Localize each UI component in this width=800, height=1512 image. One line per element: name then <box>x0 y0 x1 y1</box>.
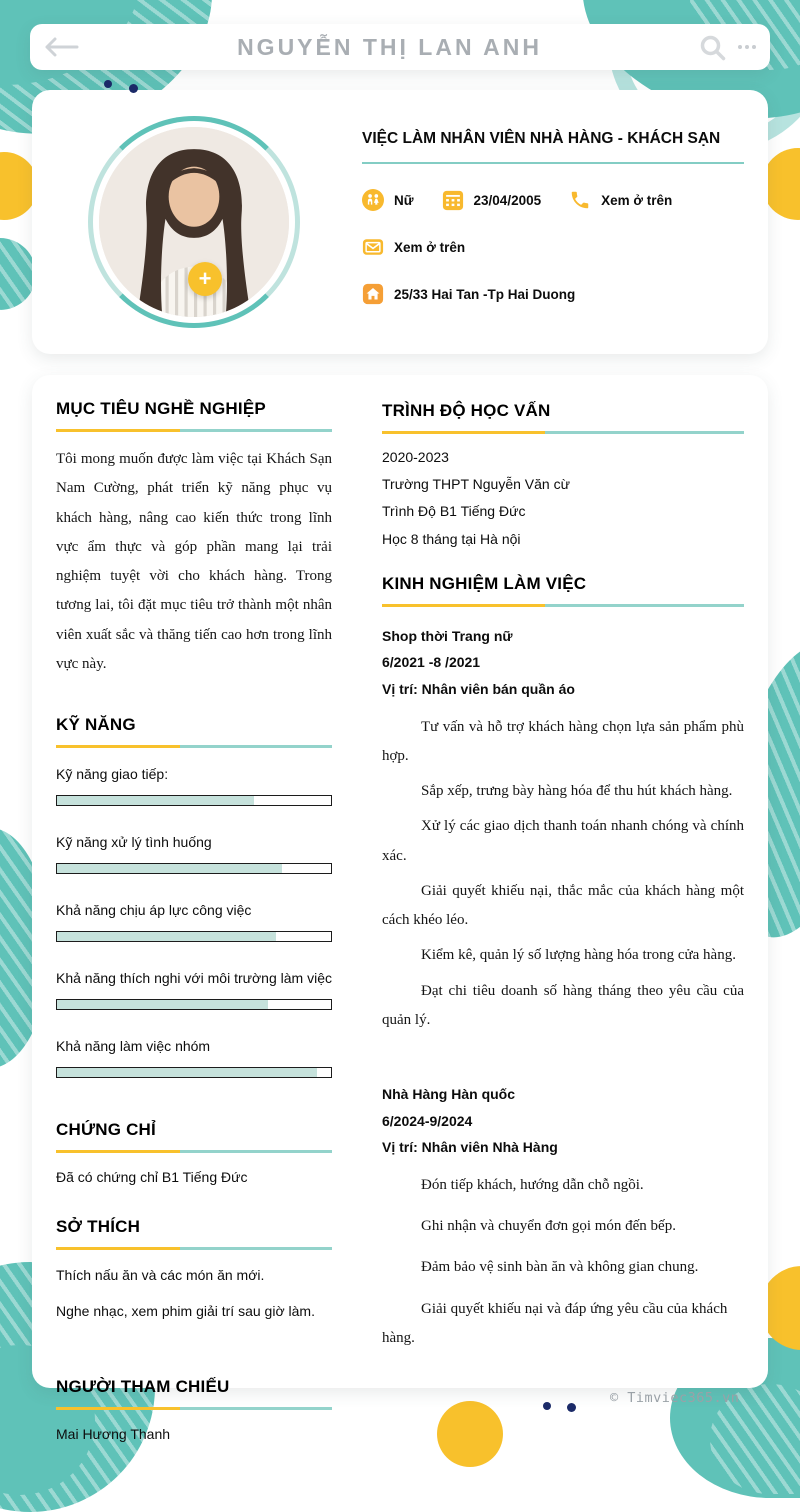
email-field <box>362 236 465 258</box>
skills-list <box>56 766 332 1078</box>
duty-item: Sắp xếp, trưng bày hàng hóa để thu hút khách hàng. <box>421 783 733 800</box>
back-button[interactable] <box>44 37 80 57</box>
copyright-text: © Timviec365.vn <box>610 1390 740 1406</box>
education-line: Trường THPT Nguyễn Văn cừ <box>382 476 570 493</box>
profile-photo-frame <box>88 116 300 328</box>
skill-bar <box>56 1067 332 1078</box>
skill-bar-fill <box>57 796 254 805</box>
ellipsis-icon <box>752 45 756 49</box>
job-duties <box>382 713 744 1036</box>
skill-bar <box>56 999 332 1010</box>
references-section <box>56 1377 332 1442</box>
job-position: Vị trí: Nhân viên bán quần áo <box>382 680 575 697</box>
objective-text: Tôi mong muốn được làm việc tại Khách Sạn Nam Cường, phát triển kỹ năng phục vụ khách hàng, nâng cao kiến thức trong lĩnh vực ẩm thực và góp phần mang lại trải nghiệm tuyệt vời cho khách hàng. Trong tương lai, tôi đặt mục tiêu trở thành một nhân viên xuất sắc và thăng tiến cao hơn trong lĩnh vực này. <box>56 451 332 672</box>
ellipsis-icon <box>738 45 742 49</box>
skill-label: Kỹ năng xử lý tình huống <box>56 834 212 850</box>
skill-item <box>56 766 332 806</box>
heading-rule <box>56 745 332 748</box>
decor-navy-dot <box>129 84 138 93</box>
job-period: 6/2021 -8 /2021 <box>382 654 481 671</box>
skill-bar-fill <box>57 864 282 873</box>
plus-icon: + <box>198 266 212 291</box>
address-value: 25/33 Hai Tan -Tp Hai Duong <box>394 286 576 302</box>
email-value: Xem ở trên <box>394 239 466 255</box>
education-heading: TRÌNH ĐỘ HỌC VẤN <box>382 401 551 420</box>
add-photo-button[interactable] <box>188 262 222 296</box>
skill-bar <box>56 795 332 806</box>
left-column <box>56 399 332 1442</box>
decor-navy-dot <box>567 1403 576 1412</box>
education-section <box>382 401 744 548</box>
skill-bar-fill <box>57 1068 317 1077</box>
job-period: 6/2024-9/2024 <box>382 1112 473 1129</box>
heading-rule <box>56 429 332 432</box>
duty-item: Kiểm kê, quản lý số lượng hàng hóa trong cửa hàng. <box>421 947 736 964</box>
decor-left-teal-circle <box>0 238 36 310</box>
job-title: VIỆC LÀM NHÂN VIÊN NHÀ HÀNG - KHÁCH SẠN <box>362 130 721 147</box>
skill-item <box>56 834 332 874</box>
birthdate-value: 23/04/2005 <box>473 192 542 208</box>
certificates-section <box>56 1120 332 1185</box>
job-duties <box>382 1171 744 1353</box>
heading-rule <box>56 1407 332 1410</box>
education-lines <box>382 448 744 548</box>
skill-bar-fill <box>57 1000 268 1009</box>
job-company: Shop thời Trang nữ <box>382 627 513 644</box>
job-company: Nhà Hàng Hàn quốc <box>382 1086 516 1103</box>
skill-item <box>56 970 332 1010</box>
skill-label: Kỹ năng giao tiếp: <box>56 766 169 782</box>
heading-rule <box>382 604 744 607</box>
arrow-left-icon <box>44 37 80 57</box>
duty-item: Tư vấn và hỗ trợ khách hàng chọn lựa sản phẩm phù hợp. <box>382 718 744 764</box>
home-icon <box>362 283 384 305</box>
birthdate-field <box>442 189 542 211</box>
search-button[interactable] <box>699 34 726 61</box>
hobby-item: Nghe nhạc, xem phim giải trí sau giờ làm. <box>56 1303 315 1320</box>
skill-item <box>56 902 332 942</box>
menu-button[interactable] <box>738 45 756 49</box>
ellipsis-icon <box>745 45 749 49</box>
job-entry <box>382 1081 744 1353</box>
profile-info <box>362 130 744 305</box>
duty-item: Giải quyết khiếu nại và đáp ứng yêu cầu của khách hàng. <box>382 1300 728 1346</box>
job-title-divider <box>362 162 744 164</box>
decor-navy-dot <box>543 1402 551 1410</box>
header-bar <box>30 24 770 70</box>
education-line: Học 8 tháng tại Hà nội <box>382 530 521 547</box>
duty-item: Ghi nhận và chuyển đơn gọi món đến bếp. <box>421 1218 676 1235</box>
heading-rule <box>56 1247 332 1250</box>
skill-bar <box>56 863 332 874</box>
reference-item: Mai Hương Thanh <box>56 1425 171 1442</box>
objective-section <box>56 399 332 679</box>
experience-section <box>382 574 744 1353</box>
decor-bottom-center-yellow-half <box>437 1401 503 1467</box>
page-title: NGUYỄN THỊ LAN ANH <box>237 33 542 60</box>
duty-item: Đạt chi tiêu doanh số hàng tháng theo yêu cầu của quản lý. <box>382 982 744 1028</box>
profile-card <box>32 90 768 354</box>
references-heading: NGƯỜI THAM CHIẾU <box>56 1376 230 1396</box>
job-entry <box>382 623 744 1035</box>
skill-label: Khả năng thích nghi với môi trường làm việc <box>56 970 332 986</box>
phone-icon <box>569 189 591 211</box>
search-icon <box>699 34 726 61</box>
info-row-3 <box>362 283 744 305</box>
gender-field <box>362 189 414 211</box>
gender-icon <box>362 189 384 211</box>
objective-heading: MỤC TIÊU NGHỀ NGHIỆP <box>56 399 266 418</box>
heading-rule <box>382 431 744 434</box>
hobby-item: Thích nấu ăn và các món ăn mới. <box>56 1267 265 1283</box>
right-column <box>382 401 744 1365</box>
education-line: 2020-2023 <box>382 449 449 465</box>
certificate-item: Đã có chứng chỉ B1 Tiếng Đức <box>56 1169 248 1185</box>
mail-icon <box>362 236 384 258</box>
skill-item <box>56 1038 332 1078</box>
certificates-heading: CHỨNG CHỈ <box>56 1120 156 1139</box>
decor-navy-dot <box>104 80 112 88</box>
skill-label: Khả năng chịu áp lực công việc <box>56 902 252 918</box>
hobbies-heading: SỞ THÍCH <box>56 1217 141 1236</box>
skill-bar <box>56 931 332 942</box>
duty-item: Xử lý các giao dịch thanh toán nhanh chóng và chính xác. <box>382 818 744 864</box>
skills-heading: KỸ NĂNG <box>56 715 136 734</box>
experience-heading: KINH NGHIỆM LÀM VIỆC <box>382 573 587 593</box>
phone-field <box>569 189 672 211</box>
address-field <box>362 283 575 305</box>
info-row-1 <box>362 189 744 211</box>
phone-value: Xem ở trên <box>601 192 673 208</box>
info-row-2 <box>362 236 744 258</box>
job-position: Vị trí: Nhân viên Nhà Hàng <box>382 1139 558 1156</box>
heading-rule <box>56 1150 332 1153</box>
duty-item: Đón tiếp khách, hướng dẫn chỗ ngồi. <box>421 1176 644 1193</box>
calendar-icon <box>442 189 464 211</box>
duty-item: Giải quyết khiếu nại, thắc mắc của khách hàng một cách khéo léo. <box>382 882 744 929</box>
education-line: Trình Độ B1 Tiếng Đức <box>382 503 526 520</box>
duty-item: Đảm bảo vệ sinh bàn ăn và không gian chung. <box>421 1259 699 1276</box>
skill-label: Khả năng làm việc nhóm <box>56 1038 211 1054</box>
skills-section <box>56 715 332 1078</box>
gender-value: Nữ <box>394 192 414 208</box>
skill-bar-fill <box>57 932 276 941</box>
hobbies-section <box>56 1217 332 1323</box>
